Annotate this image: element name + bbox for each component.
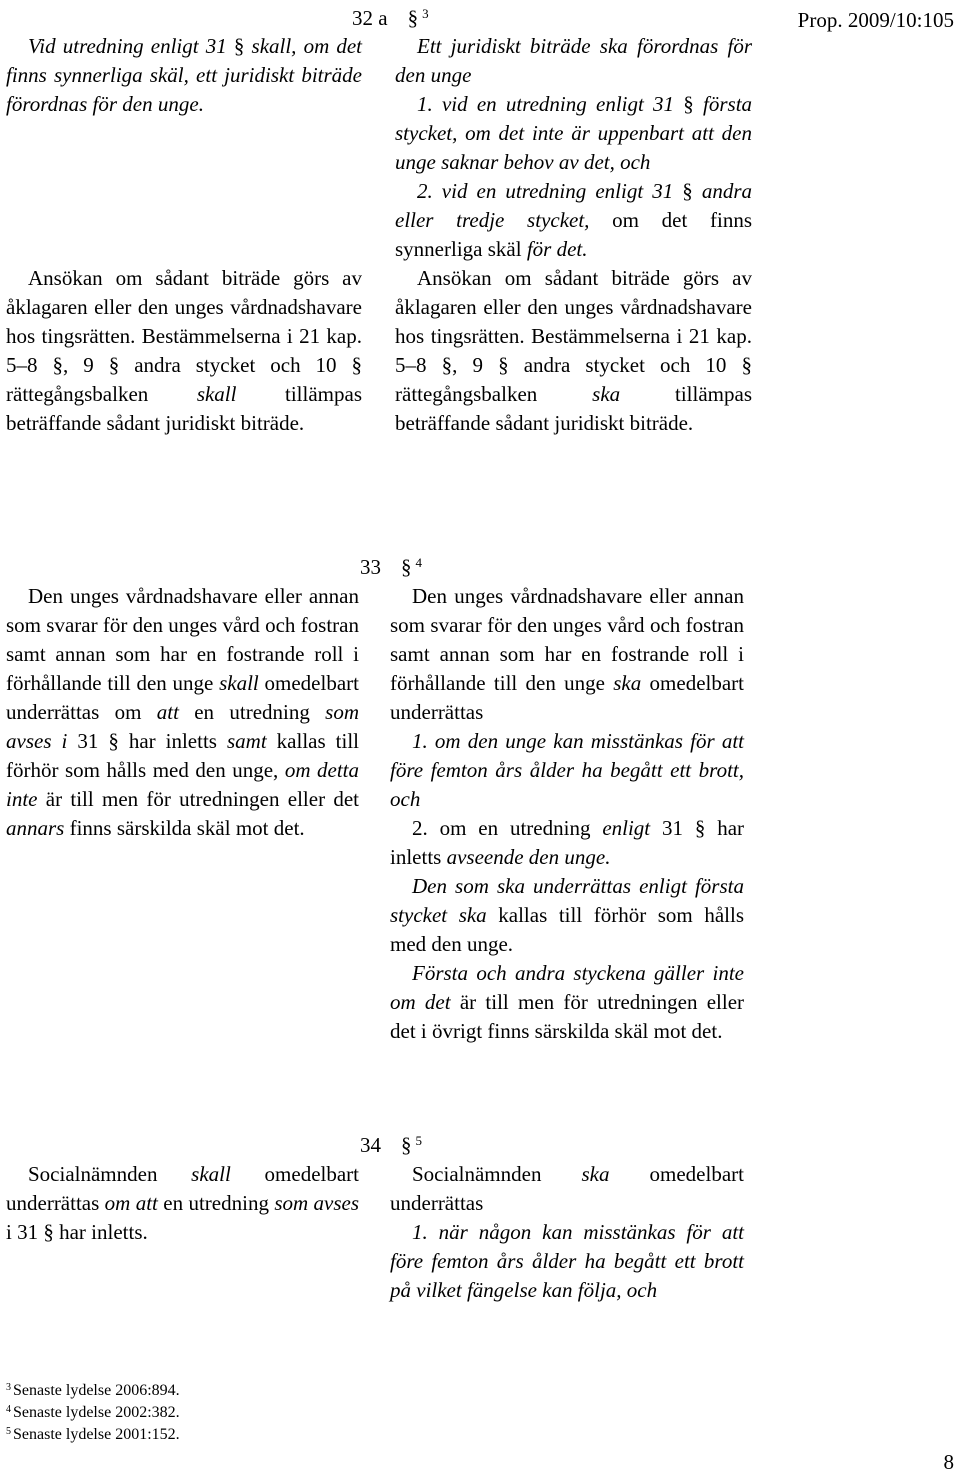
paragraph: Vid utredning enligt 31 § skall, om det finns synnerliga skäl, ett juridiskt biträde förordnas för den unge. xyxy=(6,34,363,116)
footnote: $^4$ Senaste lydelse 2002:382. xyxy=(6,1404,180,1421)
paragraph: Första och andra styckena gäller inte om det är till men för utredningen eller det i övrigt finns särskilda skäl mot det. xyxy=(390,961,745,1043)
footnote: $^5$ Senaste lydelse 2001:152. xyxy=(6,1426,180,1443)
right-column-32a xyxy=(395,32,752,438)
paragraph: 2. vid en utredning enligt 31 § andra eller tredje stycket, om det finns synnerliga skäl för det. xyxy=(395,179,753,261)
section-symbol: § xyxy=(401,555,412,579)
left-column-33 xyxy=(6,582,359,843)
left-column-34 xyxy=(6,1160,359,1247)
paragraph: Socialnämnden ska omedelbart underrättas xyxy=(390,1162,744,1215)
paragraph: 1. om den unge kan misstänkas för att före femton års ålder ha begått ett brott, och xyxy=(390,729,744,811)
section-heading-32a: 32 a § $^3$ xyxy=(352,6,429,30)
section-symbol: § xyxy=(401,1133,412,1157)
page-number: 8 xyxy=(943,1450,954,1474)
paragraph: Ansökan om sådant biträde görs av åklagaren eller den unges vårdnadshavare hos tingsrätten. Bestämmelserna i 21 kap. 5–8 §, 9 § andra stycket och 10 § rättegångsbalken skall tillämpas beträffande sådant juridiskt biträde. xyxy=(6,266,363,435)
footnote: $^3$ Senaste lydelse 2006:894. xyxy=(6,1382,180,1399)
proposition-reference: Prop. 2009/10:105 xyxy=(797,8,954,32)
section-heading-34: 34 § $^5$ xyxy=(360,1133,422,1157)
paragraph: 1. vid en utredning enligt 31 § första stycket, om det inte är uppenbart att den unge saknar behov av det, och xyxy=(395,92,753,174)
paragraph: Den som ska underrättas enligt första stycket ska kallas till förhör som hålls med den unge. xyxy=(390,874,744,956)
paragraph: 1. när någon kan misstänkas för att före femton års ålder ha begått ett brott på vilket fängelse kan följa, och xyxy=(390,1220,744,1302)
paragraph: Ansökan om sådant biträde görs av åklagaren eller den unges vårdnadshavare hos tingsrätten. Bestämmelserna i 21 kap. 5–8 §, 9 § andra stycket och 10 § rättegångsbalken ska tillämpas beträffande sådant juridiskt biträde. xyxy=(395,266,753,435)
paragraph: Ett juridiskt biträde ska förordnas för den unge xyxy=(395,34,752,87)
footnote-ref: 4 xyxy=(415,555,422,570)
paragraph: Socialnämnden skall omedelbart underrättas om att en utredning som avses i 31 § har inletts. xyxy=(6,1162,360,1244)
footnote-ref: 5 xyxy=(415,1133,422,1148)
right-column-33 xyxy=(390,582,744,1046)
footnotes xyxy=(6,1380,180,1446)
section-symbol: § xyxy=(407,6,419,30)
section-heading-33: 33 § $^4$ xyxy=(360,555,422,579)
footnote-ref: 3 xyxy=(422,6,429,21)
paragraph: Den unges vårdnadshavare eller annan som svarar för den unges vård och fostran samt annan som har en fostrande roll i förhållande till den unge ska omedelbart underrättas xyxy=(390,584,745,724)
paragraph: Den unges vårdnadshavare eller annan som svarar för den unges vård och fostran samt annan som har en fostrande roll i förhållande till den unge skall omedelbart underrättas om att en utredning som avses i 31 § har inletts samt kallas till förhör som hålls med den unge, om detta inte är till men för utredningen eller det annars finns särskilda skäl mot det. xyxy=(6,584,360,840)
left-column-32a xyxy=(6,32,362,438)
right-column-34 xyxy=(390,1160,744,1305)
paragraph: 2. om en utredning enligt 31 § har inletts avseende den unge. xyxy=(390,816,745,869)
